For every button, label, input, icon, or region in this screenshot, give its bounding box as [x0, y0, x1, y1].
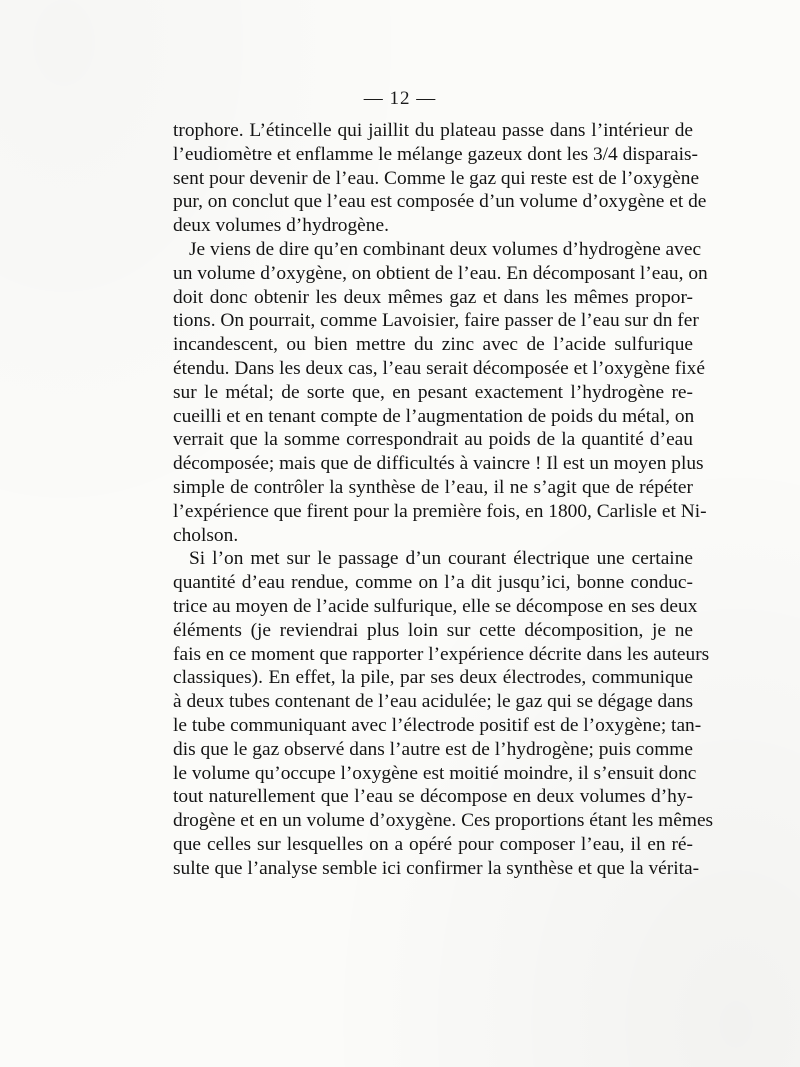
text-line: un volume d’oxygène, on obtient de l’eau. En décomposant l’eau, on	[173, 262, 708, 284]
text-line: décomposée; mais que de difficultés à vaincre ! Il est un moyen plus	[173, 453, 704, 475]
text-line: deux volumes d’hydrogène.	[173, 215, 389, 237]
text-line: trice au moyen de l’acide sulfurique, elle se décompose en ses deux	[173, 595, 698, 617]
text-line: sulte que l’analyse semble ici confirmer la synthèse et que la vérita-	[173, 857, 700, 879]
text-line: quantité d’eau rendue, comme on l’a dit jusqu’ici, bonne conduc-	[173, 572, 693, 594]
text-line: le tube communiquant avec l’électrode positif est de l’oxygène; tan-	[173, 714, 702, 736]
body-text	[173, 119, 714, 881]
text-line: incandescent, ou bien mettre du zinc avec de l’acide sulfurique	[173, 334, 693, 356]
text-line: fais en ce moment que rapporter l’expérience décrite dans les auteurs	[173, 643, 710, 665]
text-line: étendu. Dans les deux cas, l’eau serait décomposée et l’oxygène fixé	[173, 357, 705, 379]
text-line: tout naturellement que l’eau se décompose en deux volumes d’hy-	[173, 786, 693, 808]
text-line: doit donc obtenir les deux mêmes gaz et dans les mêmes propor-	[173, 286, 693, 308]
text-line: sent pour devenir de l’eau. Comme le gaz qui reste est de l’oxygène	[173, 167, 700, 189]
text-line: le volume qu’occupe l’oxygène est moitié moindre, il s’ensuit donc	[173, 762, 697, 784]
text-line: tions. On pourrait, comme Lavoisier, faire passer de l’eau sur dn fer	[173, 310, 699, 332]
paragraph	[173, 119, 707, 238]
text-line: cueilli et en tenant compte de l’augmentation de poids du métal, on	[173, 405, 695, 427]
text-line: Je viens de dire qu’en combinant deux volumes d’hydrogène avec	[189, 238, 702, 260]
text-line: éléments (je reviendrai plus loin sur cette décomposition, je ne	[173, 619, 693, 641]
text-line: à deux tubes contenant de l’eau acidulée; le gaz qui se dégage dans	[173, 691, 694, 713]
text-line: simple de contrôler la synthèse de l’eau, il ne s’agit que de répéter	[173, 476, 693, 498]
text-line: drogène et en un volume d’oxygène. Ces proportions étant les mêmes	[173, 810, 714, 832]
text-line: trophore. L’étincelle qui jaillit du plateau passe dans l’intérieur de	[173, 120, 693, 141]
paragraph	[173, 547, 714, 880]
text-line: cholson.	[173, 524, 239, 546]
text-line: l’eudiomètre et enflamme le mélange gazeux dont les 3/4 disparais-	[173, 143, 698, 165]
text-line: verrait que la somme correspondrait au poids de la quantité d’eau	[173, 429, 693, 451]
text-line: classiques). En effet, la pile, par ses deux électrodes, communique	[173, 667, 693, 689]
text-line: Si l’on met sur le passage d’un courant électrique une certaine	[189, 548, 693, 570]
text-line: dis que le gaz observé dans l’autre est de l’hydrogène; puis comme	[173, 738, 693, 760]
text-line: l’expérience que firent pour la première fois, en 1800, Carlisle et Ni-	[173, 500, 707, 522]
text-line: que celles sur lesquelles on a opéré pour composer l’eau, il en ré-	[173, 833, 693, 855]
text-line: pur, on conclut que l’eau est composée d’un volume d’oxygène et de	[173, 191, 707, 213]
paragraph	[173, 238, 708, 547]
text-line: sur le métal; de sorte que, en pesant exactement l’hydrogène re-	[173, 381, 693, 403]
page-number: — 12 —	[363, 88, 437, 109]
